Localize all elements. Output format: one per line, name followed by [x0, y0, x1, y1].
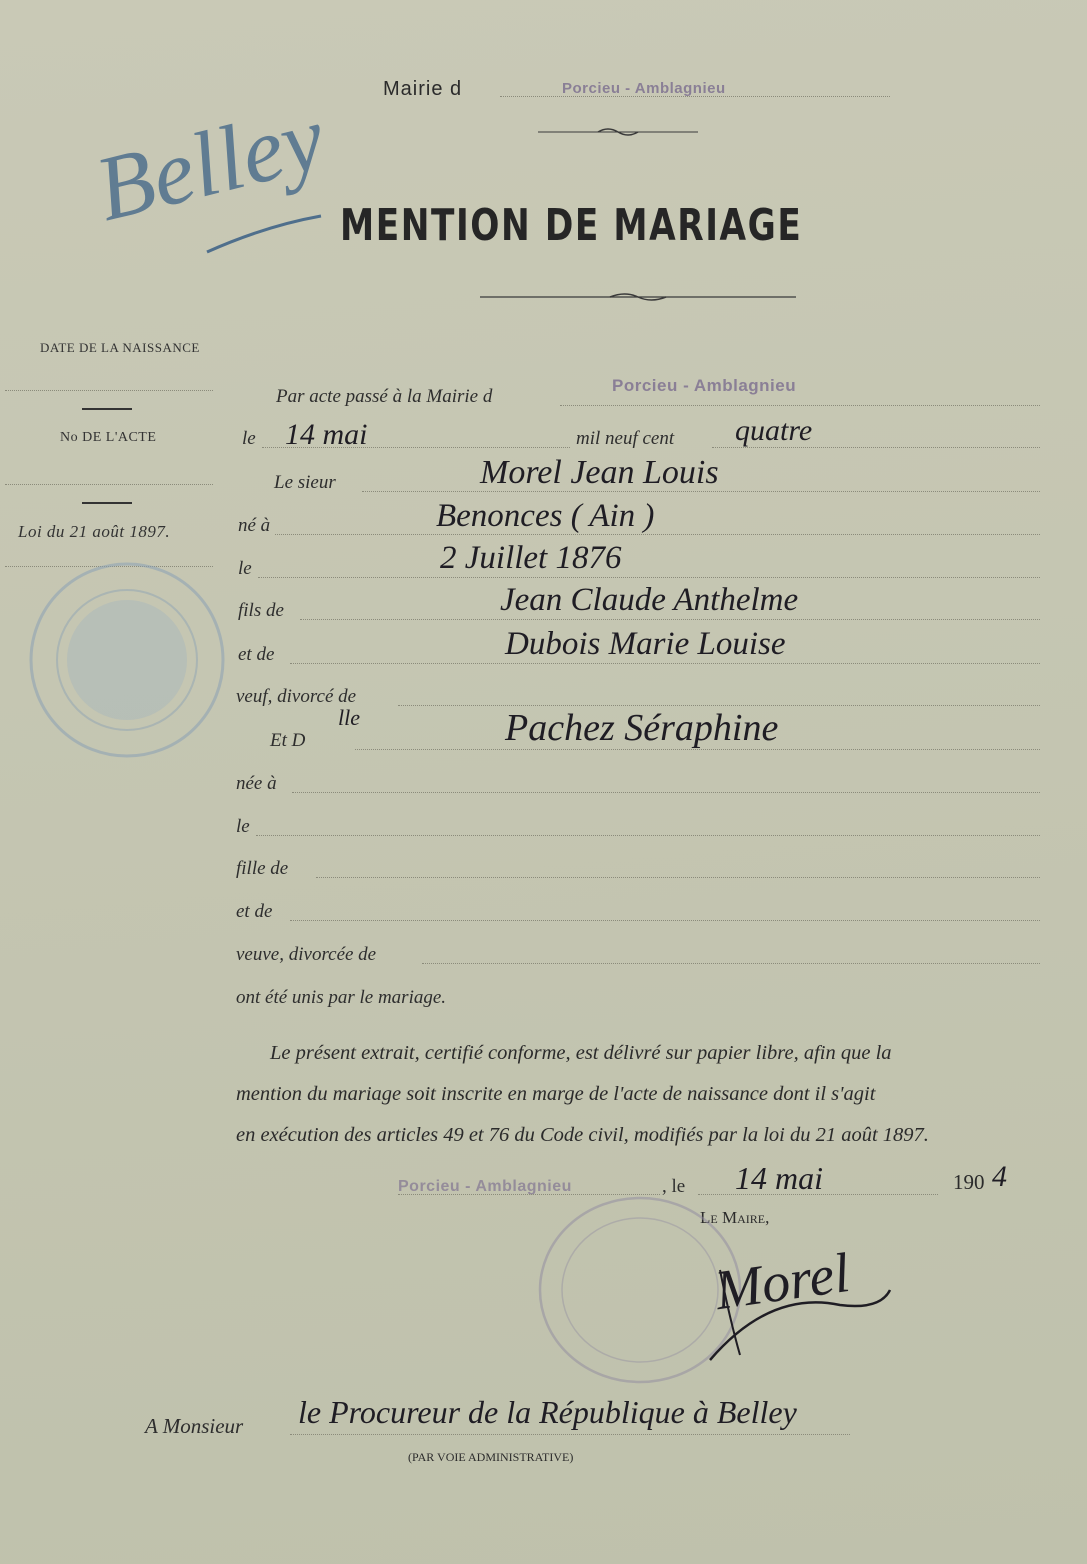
acte-label: Par acte passé à la Mairie d: [276, 386, 493, 407]
sidebar-rule-1: [82, 408, 132, 410]
signature-date-value: 14 mai: [735, 1160, 823, 1196]
margin-annotation-stroke: [205, 208, 325, 258]
par-voie-label: (PAR VOIE ADMINISTRATIVE): [408, 1450, 574, 1464]
mil-label: mil neuf cent: [576, 428, 675, 449]
fils-label: fils de: [238, 600, 284, 621]
fille-label: fille de: [236, 858, 289, 879]
recipient-line: [290, 1434, 850, 1435]
sidebar-dotted-2: [5, 484, 213, 485]
ne-a-label: né à: [238, 515, 271, 536]
veuve-line: [422, 963, 1040, 964]
margin-annotation-belley: Belley: [86, 85, 334, 241]
veuve-label: veuve, divorcée de: [236, 944, 377, 965]
fils-line: [300, 619, 1040, 620]
bride-le-label: le: [236, 816, 250, 837]
paragraph-line-3: en exécution des articles 49 et 76 du Code civil, modifiés par la loi du 21 août 1897.: [236, 1124, 929, 1146]
fils-value: Jean Claude Anthelme: [500, 582, 799, 618]
date-value: 14 mai: [285, 418, 368, 451]
maire-signature: Morel: [711, 1241, 854, 1323]
et-de-line: [290, 663, 1040, 664]
signature-place-stamp: Porcieu - Amblagnieu: [398, 1178, 572, 1195]
a-monsieur-label: A Monsieur: [145, 1414, 244, 1438]
fille-line: [316, 877, 1040, 878]
sidebar-date-naissance: DATE DE LA NAISSANCE: [40, 340, 200, 355]
birth-date-value: 2 Juillet 1876: [440, 540, 622, 576]
signature-flourish: [690, 1250, 900, 1370]
acte-commune-stamp: Porcieu - Amblagnieu: [612, 376, 797, 395]
sieur-label: Le sieur: [274, 472, 336, 493]
et-de-label: et de: [238, 644, 275, 665]
et-d-value: Pachez Séraphine: [505, 707, 779, 749]
date-le-label: le: [242, 428, 256, 449]
birth-le-line: [258, 577, 1040, 578]
sidebar-num-acte: No DE L'ACTE: [60, 430, 157, 445]
paragraph-line-2: mention du mariage soit inscrite en marge de l'acte de naissance dont il s'agit: [236, 1083, 876, 1105]
acte-line: [560, 405, 1040, 406]
veuf-label: veuf, divorcé de: [236, 686, 357, 707]
et-d-prefix: lle: [338, 705, 360, 730]
mairie-commune-stamp: Porcieu - Amblagnieu: [562, 80, 726, 97]
bride-le-line: [256, 835, 1040, 836]
page-title: MENTION DE MARIAGE: [340, 200, 803, 251]
unis-label: ont été unis par le mariage.: [236, 987, 447, 1008]
year-value: quatre: [735, 414, 813, 447]
et-d-label: Et D: [270, 730, 306, 751]
sieur-value: Morel Jean Louis: [480, 454, 719, 491]
ne-a-line: [275, 534, 1040, 535]
birth-le-label: le: [238, 558, 252, 579]
title-ornament: [480, 290, 796, 304]
official-seal-left: [22, 555, 232, 765]
sidebar-dotted-1: [5, 390, 213, 391]
bride-et-de-label: et de: [236, 901, 273, 922]
signature-le-label: , le: [662, 1176, 686, 1197]
nee-a-line: [292, 792, 1040, 793]
signature-year-prefix: 190: [953, 1170, 985, 1194]
nee-a-label: née à: [236, 773, 277, 794]
signature-year-digit: 4: [992, 1160, 1007, 1193]
mairie-label: Mairie d: [383, 78, 463, 100]
ne-a-value: Benonces ( Ain ): [436, 498, 655, 534]
bride-et-de-line: [290, 920, 1040, 921]
sidebar-rule-2: [82, 502, 132, 504]
recipient-value: le Procureur de la République à Belley: [298, 1394, 797, 1430]
maire-label: Le Maire,: [700, 1208, 770, 1227]
sidebar-loi: Loi du 21 août 1897.: [18, 522, 171, 541]
paragraph-line-1: Le présent extrait, certifié conforme, est délivré sur papier libre, afin que la: [270, 1042, 892, 1064]
et-de-value: Dubois Marie Louise: [505, 626, 786, 662]
header-ornament: [538, 124, 698, 140]
